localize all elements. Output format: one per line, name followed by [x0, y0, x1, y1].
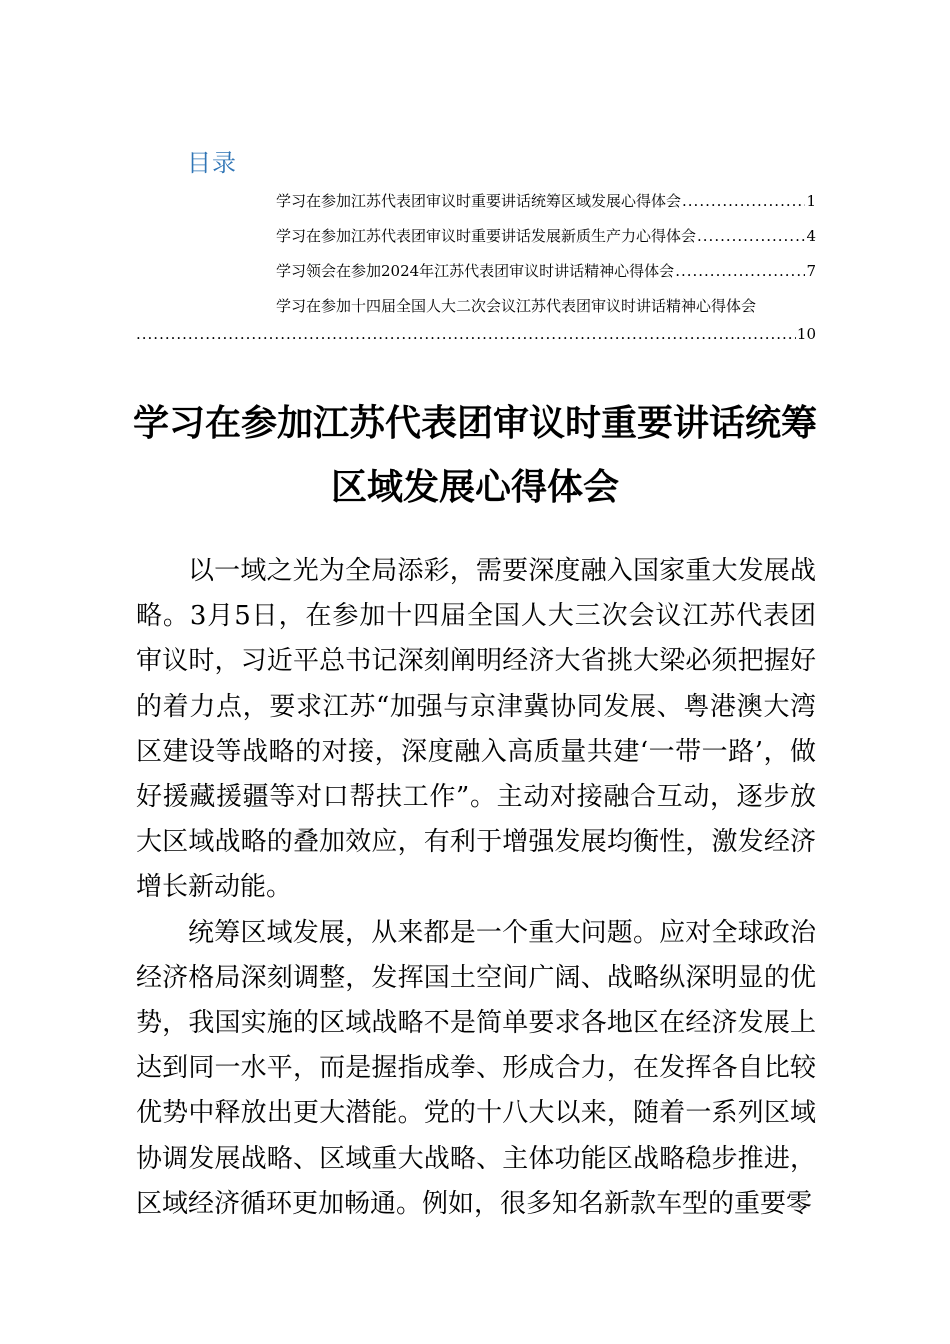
toc-entry-page: 10	[796, 325, 816, 343]
body-paragraph: 统筹区域发展，从来都是一个重大问题。应对全球政治经济格局深刻调整，发挥国土空间广阔、战略纵深明显的优势，我国实施的区域战略不是简单要求各地区在经济发展上达到同一水平，而是握指成拳、形成合力，在发挥各自比较优势中释放出更大潜能。党的十八大以来，随着一系列区域协调发展战略、区域重大战略、主体功能区战略稳步推进，区域经济循环更加畅通。例如，很多知名新款车型的重要零	[136, 917, 816, 1219]
toc-heading: 目录	[187, 149, 237, 177]
toc-entry[interactable]	[136, 190, 816, 225]
toc-entry-page: 4	[806, 227, 816, 245]
table-of-contents	[136, 190, 816, 355]
toc-entry[interactable]	[136, 225, 816, 260]
toc-entry-title: 学习在参加江苏代表团审议时重要讲话统筹区域发展心得体会	[276, 192, 682, 210]
toc-entry[interactable]	[136, 260, 816, 295]
toc-leader-dots	[675, 262, 805, 280]
toc-entry-page: 1	[806, 192, 816, 210]
toc-leader-dots	[136, 325, 796, 343]
body-paragraph: 以一域之光为全局添彩，需要深度融入国家重大发展战略。3月5日，在参加十四届全国人大三次会议江苏代表团审议时，习近平总书记深刻阐明经济大省挑大梁必须把握好的着力点，要求江苏“加强与京津冀协同发展、粤港澳大湾区建设等战略的对接，深度融入高质量共建‘一带一路’，做好援藏援疆等对口帮扶工作”。主动对接融合互动，逐步放大区域战略的叠加效应，有利于增强发展均衡性，激发经济增长新动能。	[136, 556, 816, 903]
article-title-line: 区域发展心得体会	[330, 467, 619, 508]
toc-entry-title: 学习在参加十四届全国人大二次会议江苏代表团审议时讲话精神心得体会	[276, 297, 757, 315]
article-body	[136, 549, 816, 1227]
article-title	[120, 392, 830, 520]
article-title-line: 学习在参加江苏代表团审议时重要讲话统筹	[132, 403, 817, 444]
toc-leader-dots	[697, 227, 805, 245]
toc-leader-dots	[682, 192, 805, 210]
toc-entry-page: 7	[806, 262, 816, 280]
toc-entry[interactable]	[136, 295, 816, 355]
toc-entry-title: 学习在参加江苏代表团审议时重要讲话发展新质生产力心得体会	[276, 227, 697, 245]
toc-entry-title: 学习领会在参加2024年江苏代表团审议时讲话精神心得体会	[276, 262, 675, 280]
